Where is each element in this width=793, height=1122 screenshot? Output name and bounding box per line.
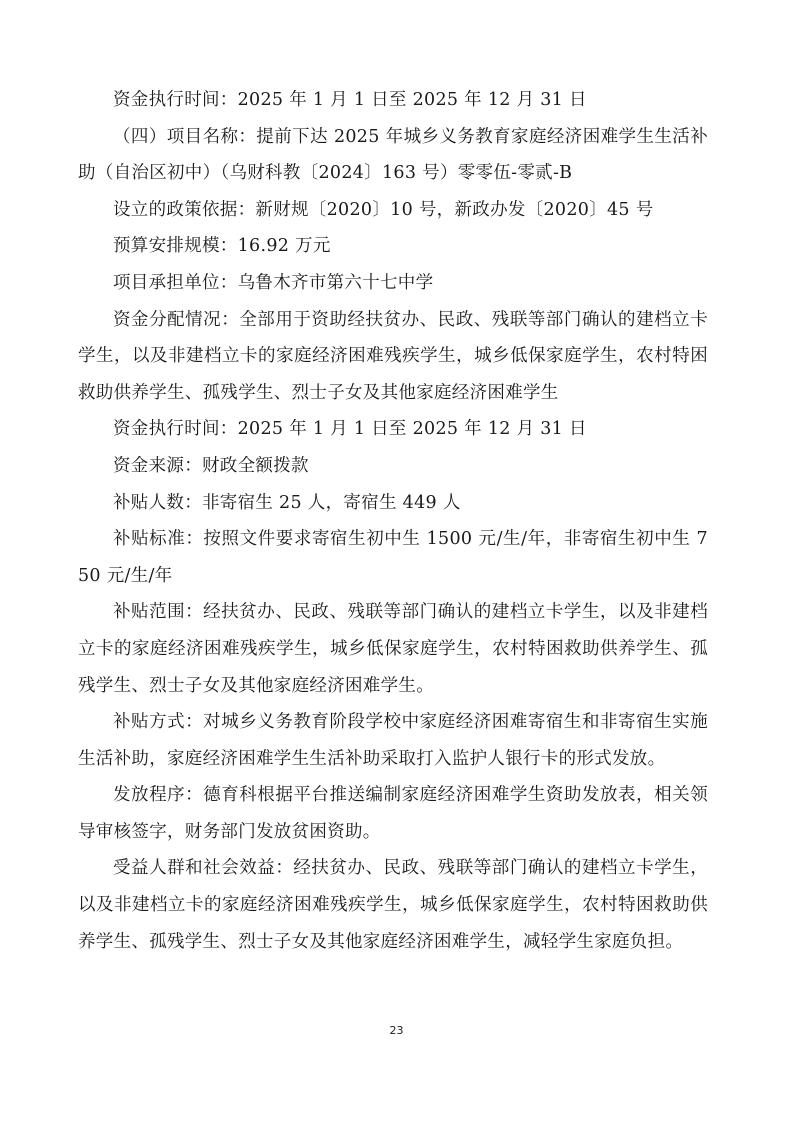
- paragraph-distribution-procedure: 发放程序：德育科根据平台推送编制家庭经济困难学生资助发放表，相关领导审核签字，财务部门发放贫困资助。: [78, 785, 708, 842]
- paragraph-fund-allocation: 资金分配情况：全部用于资助经扶贫办、民政、残联等部门确认的建档立卡学生，以及非建档立卡的家庭经济困难残疾学生，城乡低保家庭学生，农村特困救助供养学生、孤残学生、烈士子女及其他家庭经济困难学生: [78, 309, 708, 403]
- paragraph-execution-time-2: 资金执行时间：2025 年 1 月 1 日至 2025 年 12 月 31 日: [113, 419, 587, 440]
- paragraph-subsidy-standard: 补贴标准：按照文件要求寄宿生初中生 1500 元/生/年，非寄宿生初中生 750 元/生/年: [78, 529, 708, 586]
- document-body: [78, 82, 708, 960]
- paragraph-subsidy-count: 补贴人数：非寄宿生 25 人，寄宿生 449 人: [113, 492, 461, 513]
- paragraph-beneficiaries: 受益人群和社会效益：经扶贫办、民政、残联等部门确认的建档立卡学生，以及非建档立卡的家庭经济困难残疾学生，城乡低保家庭学生，农村特困救助供养学生、孤残学生、烈士子女及其他家庭经济困难学生，减轻学生家庭负担。: [78, 858, 708, 952]
- paragraph-undertaking-unit: 项目承担单位：乌鲁木齐市第六十七中学: [113, 272, 434, 293]
- paragraph-project-name: （四）项目名称：提前下达 2025 年城乡义务教育家庭经济困难学生生活补助（自治区初中）（乌财科教〔2024〕163 号）零零伍-零贰-B: [78, 126, 708, 184]
- page-number: 23: [389, 1024, 404, 1037]
- paragraph-execution-time: 资金执行时间：2025 年 1 月 1 日至 2025 年 12 月 31 日: [113, 90, 587, 110]
- paragraph-subsidy-method: 补贴方式：对城乡义务教育阶段学校中家庭经济困难寄宿生和非寄宿生实施生活补助，家庭经济困难学生生活补助采取打入监护人银行卡的形式发放。: [78, 712, 708, 769]
- paragraph-budget-scale: 预算安排规模：16.92 万元: [113, 236, 331, 257]
- paragraph-policy-basis: 设立的政策依据：新财规〔2020〕10 号，新政办发〔2020〕45 号: [113, 199, 654, 220]
- paragraph-fund-source: 资金来源：财政全额拨款: [113, 455, 309, 476]
- paragraph-subsidy-scope: 补贴范围：经扶贫办、民政、残联等部门确认的建档立卡学生，以及非建档立卡的家庭经济困难残疾学生，城乡低保家庭学生，农村特困救助供养学生、孤残学生、烈士子女及其他家庭经济困难学生。: [78, 602, 708, 696]
